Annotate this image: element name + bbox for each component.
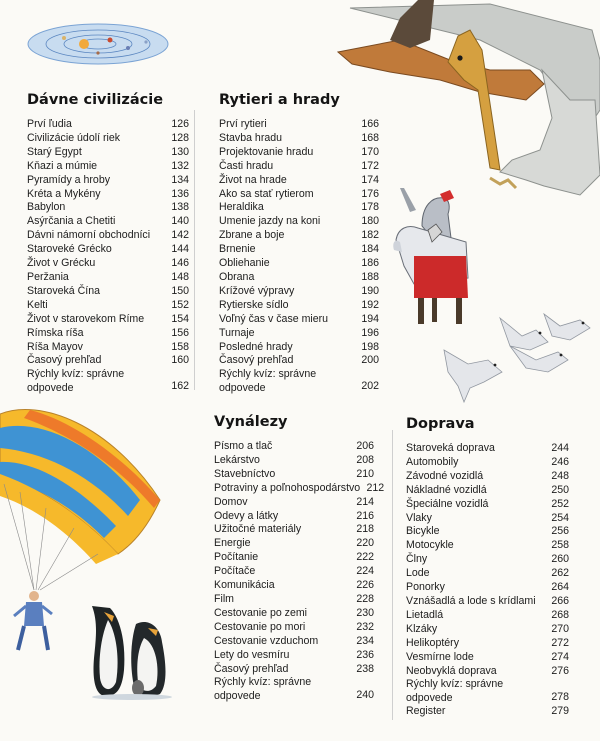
toc-entry-page: 138 (171, 201, 189, 214)
toc-entry[interactable] (406, 553, 569, 567)
toc-entry-page: 160 (171, 354, 189, 367)
toc-entry-title: Obrana (219, 270, 255, 283)
toc-entry[interactable] (27, 354, 189, 368)
toc-entry-title: Kréta a Mykény (27, 187, 101, 200)
toc-entry-page: 230 (356, 606, 374, 619)
toc-entry[interactable] (219, 285, 379, 299)
toc-entry-page: 172 (361, 159, 379, 172)
toc-entry[interactable] (27, 368, 189, 395)
toc-entry-title: Rýchly kvíz: správne odpovede (406, 678, 504, 704)
toc-entry-title: Ako sa stať rytierom (219, 187, 314, 200)
toc-entry[interactable] (27, 257, 189, 271)
toc-entry[interactable] (219, 229, 379, 243)
toc-entry-title: Písmo a tlač (214, 440, 273, 452)
toc-entry-page: 190 (361, 284, 379, 297)
toc-entry-title: Špeciálne vozidlá (406, 497, 489, 510)
toc-entry-title: Posledné hrady (219, 340, 293, 353)
toc-entry-page: 184 (361, 243, 379, 256)
toc-entry-title: Rímska ríša (27, 326, 84, 339)
toc-entry-page: 238 (356, 662, 374, 675)
toc-entry-page: 270 (551, 622, 569, 635)
toc-entry-page: 168 (361, 131, 379, 144)
toc-entry-page: 136 (171, 187, 189, 200)
toc-entry-page: 214 (356, 495, 374, 508)
toc-entry-page: 236 (356, 648, 374, 661)
toc-entry[interactable] (214, 496, 374, 510)
toc-entry-title: Potraviny a poľnohospodárstvo (214, 481, 361, 494)
toc-entry[interactable] (214, 663, 374, 677)
toc-entry-page: 180 (361, 215, 379, 228)
doves-icon (440, 306, 594, 406)
toc-entry-title: Život v Grécku (27, 257, 96, 270)
toc-entry-title: Bicykle (406, 525, 440, 538)
toc-entry-page: 176 (361, 187, 379, 200)
toc-entry[interactable] (219, 132, 379, 146)
toc-entry-title: Automobily (406, 455, 459, 468)
toc-entry-page: 196 (361, 326, 379, 339)
toc-entry-page: 140 (171, 215, 189, 228)
toc-entry-page: 200 (361, 354, 379, 367)
toc-entry-title: Počítače (214, 565, 256, 578)
toc-entry-title: Heraldika (219, 201, 264, 214)
toc-entry-page: 218 (356, 523, 374, 536)
toc-entry[interactable] (27, 243, 189, 257)
toc-entry-title: Civilizácie údolí riek (27, 131, 121, 144)
toc-entry-title: Závodné vozidlá (406, 469, 484, 482)
toc-entry-title: Domov (214, 495, 248, 508)
toc-entry-page: 258 (551, 539, 569, 552)
toc-entry[interactable] (214, 454, 374, 468)
toc-entry[interactable] (27, 132, 189, 146)
toc-list (214, 440, 385, 703)
section-vynalezy (214, 414, 385, 703)
toc-entry[interactable] (214, 649, 374, 663)
toc-entry[interactable] (214, 510, 374, 524)
toc-entry[interactable] (406, 595, 569, 609)
toc-entry-page: 192 (361, 298, 379, 311)
toc-entry-page: 156 (171, 326, 189, 339)
toc-entry[interactable] (27, 215, 189, 229)
section-rytieri-a-hrady (219, 92, 379, 395)
toc-entry-page: 126 (171, 118, 189, 130)
toc-entry-title: Staroveká Čína (27, 284, 101, 297)
toc-entry-page: 268 (551, 608, 569, 621)
toc-entry-title: Umenie jazdy na koni (219, 215, 321, 228)
toc-entry[interactable] (27, 118, 189, 132)
toc-entry[interactable] (406, 623, 569, 637)
section-heading: Vynálezy (214, 414, 288, 430)
toc-entry-page: 178 (361, 201, 379, 214)
toc-entry[interactable] (27, 160, 189, 174)
toc-entry[interactable] (27, 229, 189, 243)
toc-entry-title: Člny (406, 553, 428, 566)
toc-entry[interactable] (214, 635, 374, 649)
toc-entry[interactable] (27, 201, 189, 215)
toc-entry[interactable] (219, 271, 379, 285)
toc-entry[interactable] (219, 354, 379, 368)
toc-entry-page: 174 (361, 173, 379, 186)
toc-entry-title: Starý Egypt (27, 145, 82, 158)
toc-entry-title: Staroveká doprava (406, 442, 495, 454)
toc-entry[interactable] (406, 665, 569, 679)
toc-entry[interactable] (214, 676, 374, 703)
toc-entry-title: Voľný čas v čase mieru (219, 312, 329, 325)
toc-entry-title: Motocykle (406, 539, 454, 552)
toc-entry-page: 264 (551, 581, 569, 594)
section-davne-civilizacie (27, 92, 189, 395)
toc-entry-page: 130 (171, 145, 189, 158)
toc-entry-title: Ponorky (406, 581, 445, 594)
toc-entry-page: 232 (356, 620, 374, 633)
toc-entry[interactable] (406, 498, 569, 512)
toc-entry-title: Cestovanie vzduchom (214, 634, 319, 647)
toc-entry[interactable] (27, 313, 189, 327)
toc-entry-page: 228 (356, 592, 374, 605)
column-divider (194, 110, 195, 390)
toc-entry-page: 144 (171, 243, 189, 256)
toc-entry-page: 194 (361, 312, 379, 325)
toc-entry-title: Život v starovekom Ríme (27, 312, 145, 325)
toc-entry-page: 222 (356, 551, 374, 564)
toc-entry[interactable] (219, 188, 379, 202)
toc-entry[interactable] (214, 579, 374, 593)
toc-entry-title: Film (214, 592, 235, 605)
toc-entry-title: Počítanie (214, 551, 259, 564)
toc-entry-page: 206 (356, 440, 374, 452)
toc-entry-page: 162 (171, 380, 189, 393)
toc-entry[interactable] (219, 313, 379, 327)
toc-entry-title: Prví ľudia (27, 118, 72, 130)
toc-entry-page: 250 (551, 483, 569, 496)
toc-entry-title: Časový prehľad (27, 354, 102, 367)
toc-entry[interactable] (406, 484, 569, 498)
toc-entry-page: 256 (551, 525, 569, 538)
toc-entry-page: 134 (171, 173, 189, 186)
toc-entry[interactable] (27, 146, 189, 160)
toc-entry[interactable] (219, 146, 379, 160)
toc-entry[interactable] (406, 567, 569, 581)
toc-entry[interactable] (219, 215, 379, 229)
toc-entry[interactable] (406, 512, 569, 526)
toc-entry-title: Rýchly kvíz: správne odpovede (27, 368, 125, 394)
toc-entry-page: 212 (366, 481, 385, 494)
toc-entry[interactable] (214, 621, 374, 635)
toc-entry-title: Energie (214, 537, 251, 550)
toc-entry-title: Kelti (27, 298, 48, 311)
toc-entry-title: Babylon (27, 201, 66, 214)
toc-entry-title: Stavebníctvo (214, 467, 276, 480)
toc-entry[interactable] (214, 481, 385, 496)
toc-entry-page: 208 (356, 453, 374, 466)
toc-entry[interactable] (27, 285, 189, 299)
toc-entry-page: 244 (551, 442, 569, 454)
toc-entry[interactable] (406, 581, 569, 595)
toc-entry-title: Nákladné vozidlá (406, 483, 487, 496)
toc-entry-page: 146 (171, 257, 189, 270)
toc-entry[interactable] (214, 523, 374, 537)
toc-entry[interactable] (406, 456, 569, 470)
column-divider (392, 430, 393, 720)
toc-entry-title: Turnaje (219, 326, 255, 339)
toc-entry-page: 166 (361, 118, 379, 130)
toc-entry[interactable] (406, 678, 569, 705)
toc-entry-page: 202 (361, 380, 379, 393)
toc-entry-page: 248 (551, 469, 569, 482)
toc-entry[interactable] (27, 299, 189, 313)
toc-entry-title: Lekárstvo (214, 453, 260, 466)
toc-entry-title: Krížové výpravy (219, 284, 295, 297)
toc-entry-title: Vesmírne lode (406, 650, 474, 663)
toc-entry[interactable] (214, 565, 374, 579)
toc-entry-page: 262 (551, 567, 569, 580)
toc-entry-page: 278 (551, 690, 569, 703)
toc-entry-page: 210 (356, 467, 374, 480)
toc-entry-page: 274 (551, 650, 569, 663)
toc-entry[interactable] (406, 637, 569, 651)
toc-entry[interactable] (219, 327, 379, 341)
toc-entry[interactable] (214, 440, 374, 454)
toc-entry[interactable] (214, 607, 374, 621)
toc-entry[interactable] (406, 470, 569, 484)
toc-entry-page: 216 (356, 509, 374, 522)
section-heading: Rytieri a hrady (219, 92, 340, 108)
toc-entry[interactable] (219, 299, 379, 313)
toc-entry-title: Asýrčania a Chetiti (27, 215, 116, 228)
toc-entry-page: 279 (551, 705, 569, 718)
toc-entry-title: Stavba hradu (219, 131, 283, 144)
toc-entry-page: 132 (171, 159, 189, 172)
toc-entry-page: 234 (356, 634, 374, 647)
toc-entry[interactable] (406, 539, 569, 553)
toc-entry-title: Cestovanie po zemi (214, 606, 308, 619)
toc-entry-page: 182 (361, 229, 379, 242)
toc-entry[interactable] (219, 201, 379, 215)
toc-entry-page: 198 (361, 340, 379, 353)
toc-entry-title: Lietadlá (406, 608, 444, 621)
toc-entry-page: 158 (171, 340, 189, 353)
solar-system-icon (24, 18, 172, 70)
toc-entry[interactable] (219, 118, 379, 132)
toc-entry-title: Peržania (27, 270, 69, 283)
toc-entry-title: Brnenie (219, 243, 256, 256)
toc-entry-title: Zbrane a boje (219, 229, 285, 242)
toc-entry[interactable] (27, 188, 189, 202)
toc-entry-title: Lode (406, 567, 430, 580)
toc-entry-title: Prví rytieri (219, 118, 267, 130)
toc-entry-title: Ríša Mayov (27, 340, 83, 353)
toc-entry[interactable] (219, 174, 379, 188)
toc-entry-title: Časti hradu (219, 159, 274, 172)
toc-entry[interactable] (27, 174, 189, 188)
toc-entry-page: 254 (551, 511, 569, 524)
toc-entry[interactable] (27, 341, 189, 355)
toc-entry-title: Lety do vesmíru (214, 648, 290, 661)
section-heading: Dávne civilizácie (27, 92, 164, 108)
toc-entry-title: Vznášadlá a lode s krídlami (406, 594, 536, 607)
section-heading: Doprava (406, 416, 475, 432)
toc-entry-title: Časový prehľad (219, 354, 294, 367)
toc-entry[interactable] (219, 368, 379, 395)
toc-entry-page: 224 (356, 565, 374, 578)
toc-entry-page: 188 (361, 270, 379, 283)
toc-entry-title: Život na hrade (219, 173, 287, 186)
toc-entry-page: 186 (361, 257, 379, 270)
toc-entry-title: Kňazi a múmie (27, 159, 98, 172)
toc-entry-page: 152 (171, 298, 189, 311)
toc-entry[interactable] (219, 243, 379, 257)
toc-entry[interactable] (27, 327, 189, 341)
toc-entry[interactable] (406, 609, 569, 623)
toc-entry-title: Projektovanie hradu (219, 145, 314, 158)
toc-entry-title: Obliehanie (219, 257, 270, 270)
toc-entry-title: Register (406, 705, 446, 718)
toc-entry[interactable] (219, 160, 379, 174)
toc-entry[interactable] (406, 525, 569, 539)
toc-entry-page: 240 (356, 688, 374, 701)
toc-entry-title: Klzáky (406, 622, 438, 635)
toc-entry-title: Komunikácia (214, 579, 275, 592)
toc-entry[interactable] (214, 551, 374, 565)
toc-list (406, 442, 569, 719)
toc-entry-title: Vlaky (406, 511, 432, 524)
toc-entry-page: 246 (551, 455, 569, 468)
toc-entry-title: Dávni námorní obchodníci (27, 229, 151, 242)
penguins-icon (86, 598, 178, 700)
toc-entry-title: Časový prehľad (214, 662, 289, 675)
toc-entry[interactable] (406, 651, 569, 665)
toc-entry-title: Rýchly kvíz: správne odpovede (219, 368, 317, 394)
toc-entry-page: 170 (361, 145, 379, 158)
toc-entry-title: Užitočné materiály (214, 523, 302, 536)
toc-entry[interactable] (214, 593, 374, 607)
toc-entry-page: 150 (171, 284, 189, 297)
toc-entry-title: Staroveké Grécko (27, 243, 112, 256)
toc-entry-page: 226 (356, 579, 374, 592)
toc-entry-page: 276 (551, 664, 569, 677)
toc-entry-title: Rytierske sídlo (219, 298, 289, 311)
toc-entry[interactable] (214, 468, 374, 482)
toc-entry-page: 148 (171, 270, 189, 283)
toc-entry-title: Odevy a látky (214, 509, 279, 522)
toc-list (27, 118, 189, 395)
toc-entry[interactable] (406, 705, 569, 719)
toc-entry-title: Pyramídy a hroby (27, 173, 111, 186)
toc-entry-title: Helikoptéry (406, 636, 459, 649)
toc-entry[interactable] (406, 442, 569, 456)
toc-entry[interactable] (27, 271, 189, 285)
toc-entry-title: Cestovanie po mori (214, 620, 306, 633)
toc-entry[interactable] (219, 341, 379, 355)
toc-entry-page: 272 (551, 636, 569, 649)
toc-entry-title: Neobvyklá doprava (406, 664, 497, 677)
toc-entry-page: 128 (171, 131, 189, 144)
toc-entry[interactable] (219, 257, 379, 271)
toc-entry[interactable] (214, 537, 374, 551)
toc-list (219, 118, 379, 395)
toc-entry-title: Rýchly kvíz: správne odpovede (214, 676, 312, 702)
toc-entry-page: 266 (551, 594, 569, 607)
toc-entry-page: 260 (551, 553, 569, 566)
section-doprava (406, 416, 569, 719)
toc-entry-page: 154 (171, 312, 189, 325)
toc-entry-page: 220 (356, 537, 374, 550)
toc-entry-page: 142 (171, 229, 189, 242)
toc-entry-page: 252 (551, 497, 569, 510)
